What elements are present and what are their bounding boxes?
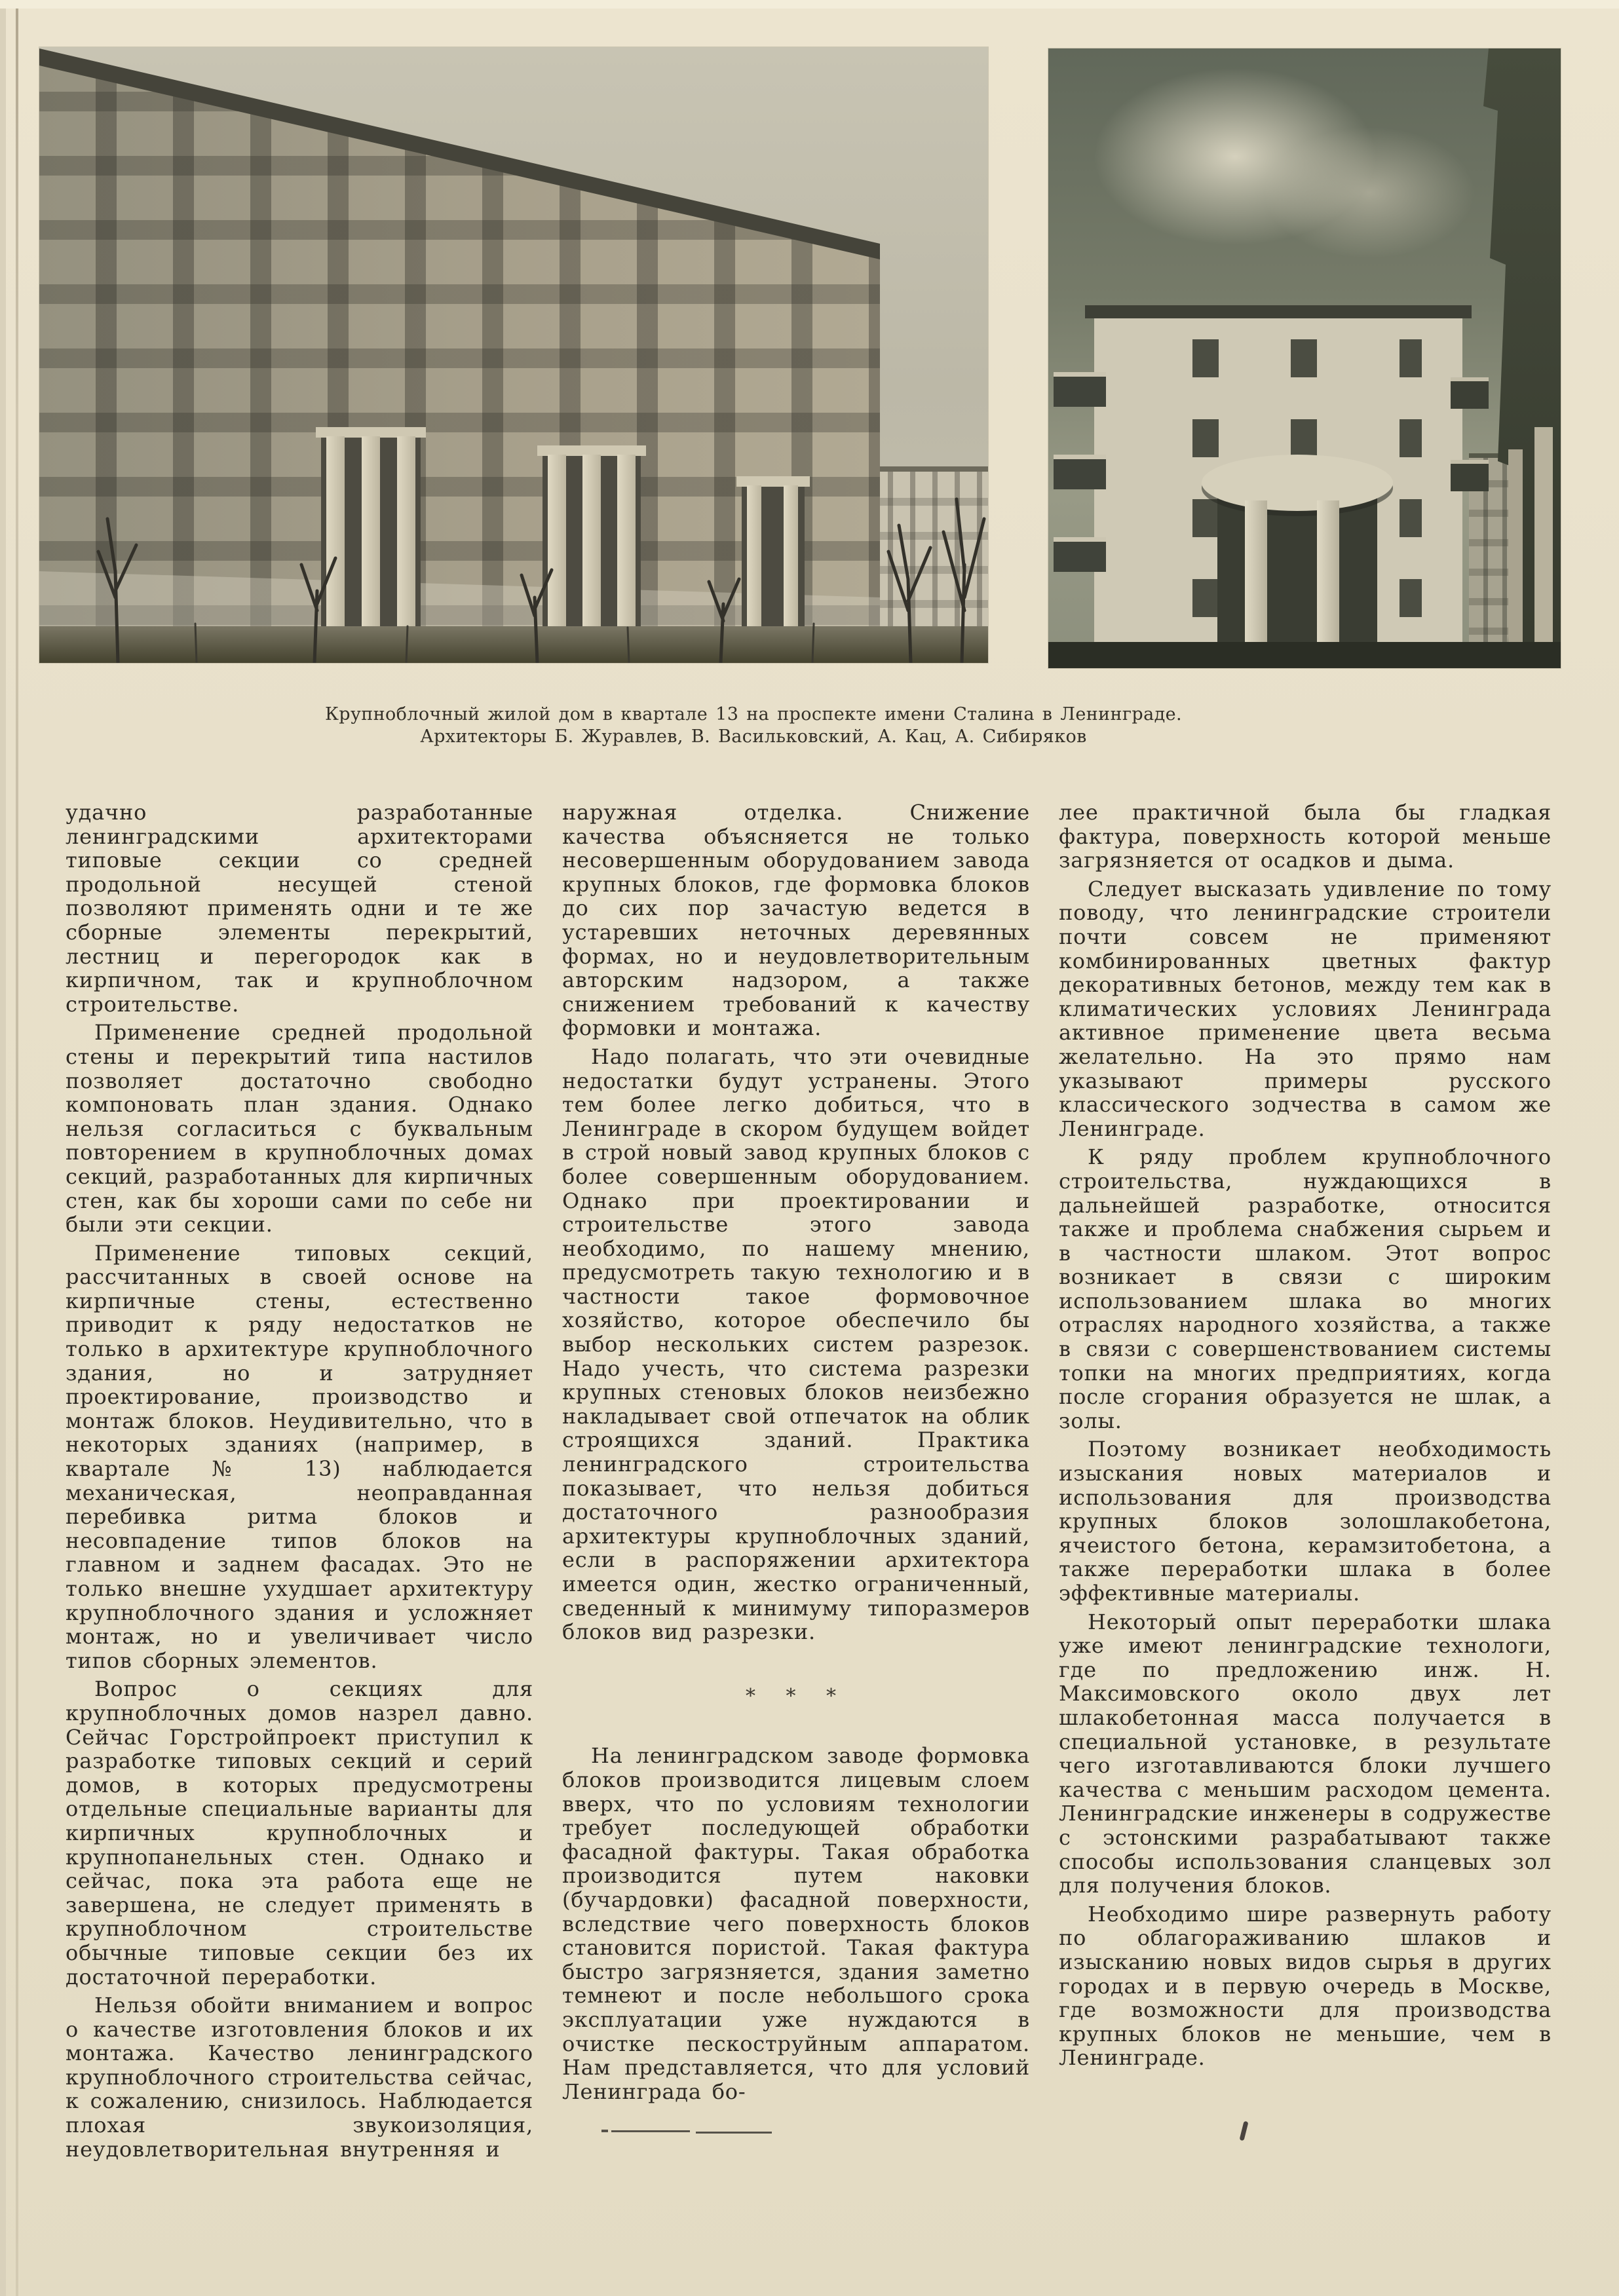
paragraph: Некоторый опыт переработки шлака уже имеют ленинградские технологи, где по предложению инж. Н. Максимовского около двух лет шлакобетонная масса получается в специальной установке, в результате чего изготавливаются блоки лучшего качества с меньшим расходом цемента. Ленинградские инженеры в содружестве с эстонскими разрабатывают также способы использования сланцевых зол для получения блоков. bbox=[1059, 1609, 1552, 1898]
bare-trees bbox=[39, 47, 988, 663]
photo-caption bbox=[39, 704, 1468, 748]
balcony bbox=[1451, 460, 1489, 491]
paragraph: Применение типовых секций, рассчитанных в своей основе на кирпичные стены, естественно приводит к ряду недостатков не только в архитектуре крупноблочного здания, но и затрудняет проектирование, производство и монтаж блоков. Неудивительно, что в некоторых зданиях (например, в квартале № 13) наблюдается механическая, неоправданная перебивка ритма блоков и несовпадение типов блоков на главном и заднем фасадах. Это не только внешне ухудшает архитектуру крупноблочного здания и усложняет монтаж, но и увеличивает число типов сборных элементов. bbox=[66, 1240, 533, 1673]
photo-right-building bbox=[1048, 48, 1561, 668]
caption-line-2: Архитекторы Б. Журавлев, В. Васильковский, А. Кац, А. Сибиряков bbox=[420, 726, 1087, 747]
end-divider-dash bbox=[601, 2130, 608, 2132]
page-top-edge bbox=[0, 0, 1619, 9]
foreground-column bbox=[1508, 449, 1523, 643]
columned-porch bbox=[1217, 472, 1377, 668]
building-facade bbox=[1094, 309, 1462, 668]
paragraph: лее практичной была бы гладкая фактура, поверхность которой меньше загрязняется от осадков и дыма. bbox=[1059, 800, 1552, 873]
end-divider-segment bbox=[696, 2132, 772, 2134]
paragraph: Нельзя обойти вниманием и вопрос о качестве изготовления блоков и их монтажа. Качество ленинградского крупноблочного строительства сейчас, к сожалению, снизилось. Наблюдается плохая звукоизоляция, неудовлетворительная внутренняя и bbox=[66, 1993, 533, 2162]
page-edge-shade bbox=[0, 0, 6, 2296]
building-cornice bbox=[1085, 305, 1472, 318]
balcony bbox=[1451, 377, 1489, 409]
caption-line-1: Крупноблочный жилой дом в квартале 13 на проспекте имени Сталина в Ленинграде. bbox=[324, 704, 1183, 725]
paragraph: Поэтому возникает необходимость изыскания новых материалов и использования для производства крупных блоков золошлакобетона, ячеистого бетона, керамзитобетона, а также переработки шлака в более эффективные материалы. bbox=[1059, 1437, 1552, 1606]
section-separator: * * * bbox=[745, 1684, 847, 1708]
paragraph: Необходимо шире развернуть работу по облагораживанию шлаков и изысканию новых видов сырья в других городах и в первую очередь в Москве, где возможности для производства крупных блоков не меньшие, чем в Ленинграде. bbox=[1059, 1901, 1552, 2071]
text-column-2 bbox=[562, 800, 1030, 2108]
paragraph: удачно разработанные ленинградскими архитекторами типовые секции со средней продольной несущей стеной позволяют применять одни и те же сборные элементы перекрытий, лестниц и перегородок как в кирпичном, так и крупноблочном строительстве. bbox=[66, 800, 533, 1017]
end-divider-segment bbox=[611, 2130, 690, 2132]
ink-stray-mark bbox=[1239, 2121, 1248, 2141]
paragraph: На ленинградском заводе формовка блоков производится лицевым слоем вверх, что по условиям технологии требует последующей обработки фасадной фактуры. Такая обработка производится путем наковки (бучардовки) фасадной поверхности, вследствие чего поверхность блоков становится пористой. Такая фактура быстро загрязняется, здания заметно темнеют и после небольшого срока эксплуатации уже нуждаются в очистке пескоструйным аппаратом. Нам представляется, что для условий Ленинграда бо- bbox=[562, 1743, 1030, 2104]
paragraph: Применение средней продольной стены и перекрытий типа настилов позволяет достаточно свободно компоновать план здания. Однако нельзя согласиться с буквальным повторением в крупноблочных домах секций, разработанных для кирпичных стен, как бы хороши сами по себе ни были эти секции. bbox=[66, 1020, 533, 1237]
paragraph: Следует высказать удивление по тому поводу, что ленинградские строители почти совсем не применяют комбинированных цветных фактур декоративных бетонов, между тем как в климатических условиях Ленинграда активное применение цвета весьма желательно. На это прямо нам указывают примеры русского классического зодчества в самом же Ленинграде. bbox=[1059, 876, 1552, 1141]
window-column bbox=[1400, 339, 1422, 641]
paragraph: Вопрос о секциях для крупноблочных домов назрел давно. Сейчас Горстройпроект приступил к разработке типовых секций и серий домов, в которых предусмотрены отдельные специальные варианты для кирпичных крупноблочных и крупнопанельных стен. Однако и сейчас, пока эта работа еще не завершена, не следует применять в крупноблочном строительстве обычные типовые секции без их достаточной переработки. bbox=[66, 1676, 533, 1989]
paragraph: К ряду проблем крупноблочного строительства, нуждающихся в дальнейшей разработке, относится также и проблема снабжения сырьем и в частности шлаком. Этот вопрос возникает в связи с широким использованием шлака во многих отраслях народного хозяйства, а также в связи с совершенствованием системы топки на многих предприятиях, когда после сгорания образуется не шлак, а золы. bbox=[1059, 1144, 1552, 1433]
text-column-3 bbox=[1059, 800, 1552, 2075]
paragraph: Надо полагать, что эти очевидные недостатки будут устранены. Этого тем более легко добиться, что в Ленинграде в скором будущем войдет в строй новый завод крупных блоков с более совершенным оборудованием. Однако при проектировании и строительстве этого завода необходимо, по нашему мнению, предусмотреть такую технологию и в частности такое формовочное хозяйство, которое обеспечило бы выбор нескольких систем разрезок. Надо учесть, что система разрезки крупных стеновых блоков неизбежно накладывает свой отпечаток на облик строящихся зданий. Практика ленинградского строительства показывает, что нельзя добиться достаточного разнообразия архитектуры крупноблочных зданий, если в распоряжении архитектора имеется один, жестко ограниченный, сведенный к минимуму типоразмеров блоков вид разрезки. bbox=[562, 1044, 1030, 1645]
foreground-column bbox=[1534, 427, 1553, 643]
cloud bbox=[1265, 127, 1474, 258]
photo-left-building bbox=[39, 47, 988, 663]
page-edge-crease bbox=[16, 0, 18, 2296]
balcony bbox=[1054, 372, 1106, 407]
balcony bbox=[1054, 455, 1106, 489]
ground-strip bbox=[1048, 642, 1561, 668]
text-column-1 bbox=[66, 800, 533, 2166]
balcony bbox=[1054, 537, 1106, 572]
paragraph: наружная отделка. Снижение качества объясняется не только несовершенным оборудованием завода крупных блоков, где формовка блоков до сих пор зачастую ведется в устаревших неточных деревянных формах, но и неудовлетворительным авторским надзором, а также снижением требований к качеству формовки и монтажа. bbox=[562, 800, 1030, 1041]
